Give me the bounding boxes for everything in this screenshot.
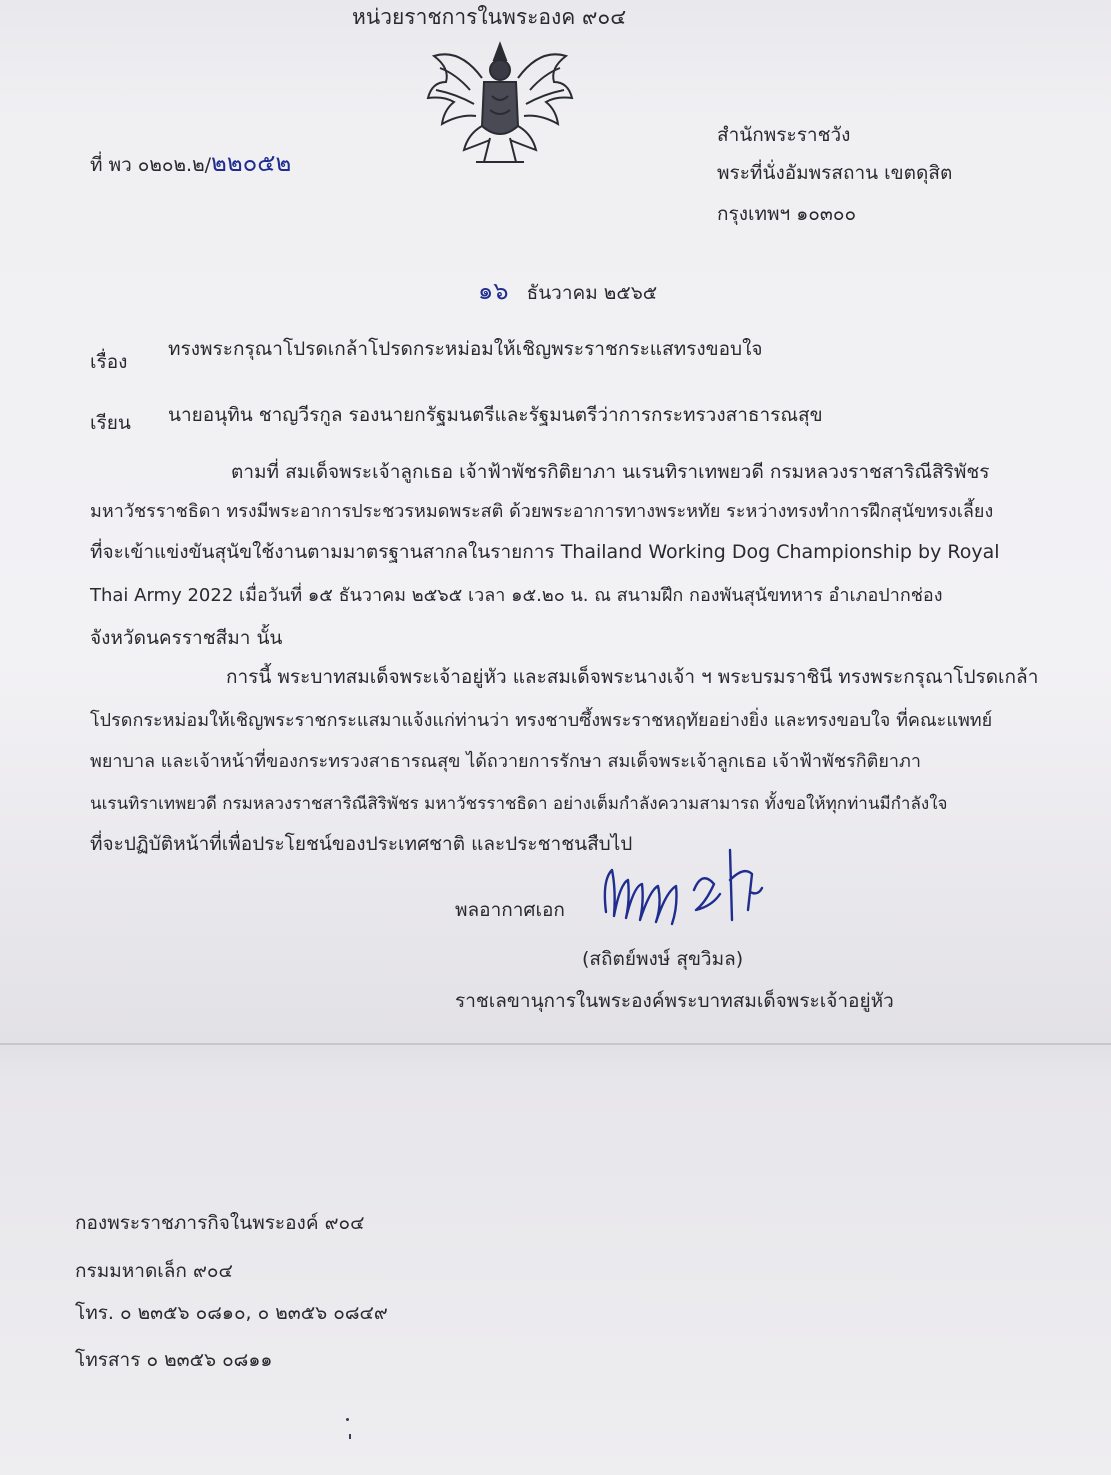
footer-line: กรมมหาดเล็ก ๙๐๔ bbox=[75, 1260, 233, 1282]
letterhead-unit: หน่วยราชการในพระองค ๙๐๔ bbox=[352, 5, 627, 29]
paragraph2-line: นเรนทิราเทพยวดี กรมหลวงราชสาริณีสิริพัชร มหาวัชรราชธิดา อย่างเต็มกำลังความสามารถ ทั้งขอให้ทุกท่านมีกำลังใจ bbox=[90, 794, 948, 814]
ink-dot bbox=[346, 1418, 349, 1421]
signer-position: ราชเลขานุการในพระองค์พระบาทสมเด็จพระเจ้าอยู่หัว bbox=[455, 990, 894, 1012]
footer-line: โทร. ๐ ๒๓๕๖ ๐๘๑๐, ๐ ๒๓๕๖ ๐๘๔๙ bbox=[75, 1302, 388, 1324]
paragraph1-line: Thai Army 2022 เมื่อวันที่ ๑๕ ธันวาคม ๒๕๖๕ เวลา ๑๕.๒๐ น. ณ สนามฝึก กองพันสุนัขทหาร อำเภอปากช่อง bbox=[90, 585, 943, 606]
subject-label: เรื่อง bbox=[90, 351, 128, 373]
date-day-handwritten: ๑๖ bbox=[478, 277, 509, 305]
subject-text: ทรงพระกรุณาโปรดเกล้าโปรดกระหม่อมให้เชิญพระราชกระแสทรงขอบใจ bbox=[168, 338, 763, 360]
footer-line: โทรสาร ๐ ๒๓๕๖ ๐๘๑๑ bbox=[75, 1349, 273, 1371]
sender-address-line: พระที่นั่งอัมพรสถาน เขตดุสิต bbox=[717, 162, 953, 184]
paragraph1-line: ที่จะเข้าแข่งขันสุนัขใช้งานตามมาตรฐานสากลในรายการ Thailand Working Dog Championship by Royal bbox=[90, 541, 1000, 563]
date-month-year: ธันวาคม ๒๕๖๕ bbox=[526, 282, 658, 304]
paragraph2-line: โปรดกระหม่อมให้เชิญพระราชกระแสมาแจ้งแก่ท่านว่า ทรงชาบซึ้งพระราชหฤทัยอย่างยิ่ง และทรงขอบใจ ที่คณะแพทย์ bbox=[90, 710, 993, 731]
paper-fold bbox=[0, 1043, 1111, 1045]
paragraph2-line: ที่จะปฏิบัติหน้าที่เพื่อประโยชน์ของประเทศชาติ และประชาชนสืบไป bbox=[90, 833, 633, 855]
letter-date bbox=[478, 278, 657, 306]
handwritten-signature bbox=[598, 840, 768, 930]
reference-number bbox=[90, 150, 291, 178]
signer-name: (สถิตย์พงษ์ สุขวิมล) bbox=[582, 948, 744, 970]
garuda-emblem-icon bbox=[420, 38, 580, 168]
signature-rank: พลอากาศเอก bbox=[455, 899, 565, 921]
paragraph1-line: มหาวัชรราชธิดา ทรงมีพระอาการประชวรหมดพระสติ ด้วยพระอาการทางพระหทัย ระหว่างทรงทำการฝึกสุนัขทรงเลี้ยง bbox=[90, 501, 994, 522]
addressee-text: นายอนุทิน ชาญวีรกูล รองนายกรัฐมนตรีและรัฐมนตรีว่าการกระทรวงสาธารณสุข bbox=[168, 404, 823, 426]
footer-line: กองพระราชภารกิจในพระองค์ ๙๐๔ bbox=[75, 1212, 365, 1234]
paragraph1-line: ตามที่ สมเด็จพระเจ้าลูกเธอ เจ้าฟ้าพัชรกิติยาภา นเรนทิราเทพยวดี กรมหลวงราชสาริณีสิริพัชร bbox=[231, 461, 990, 483]
reference-number-handwritten: ๒๒๐๕๒ bbox=[211, 149, 292, 177]
ink-mark bbox=[349, 1434, 351, 1439]
addressee-label: เรียน bbox=[90, 412, 131, 434]
reference-prefix: ที่ พว ๐๒๐๒.๒/ bbox=[90, 154, 212, 176]
sender-address-line: กรุงเทพฯ ๑๐๓๐๐ bbox=[717, 203, 857, 225]
sender-address-line: สำนักพระราชวัง bbox=[717, 124, 851, 146]
paragraph1-line: จังหวัดนครราชสีมา นั้น bbox=[90, 627, 283, 649]
paragraph2-line: การนี้ พระบาทสมเด็จพระเจ้าอยู่หัว และสมเด็จพระนางเจ้า ฯ พระบรมราชินี ทรงพระกรุณาโปรดเกล้า bbox=[226, 666, 1039, 688]
paragraph2-line: พยาบาล และเจ้าหน้าที่ของกระทรวงสาธารณสุข ได้ถวายการรักษา สมเด็จพระเจ้าลูกเธอ เจ้าฟ้าพัชรกิติยาภา bbox=[90, 751, 921, 772]
